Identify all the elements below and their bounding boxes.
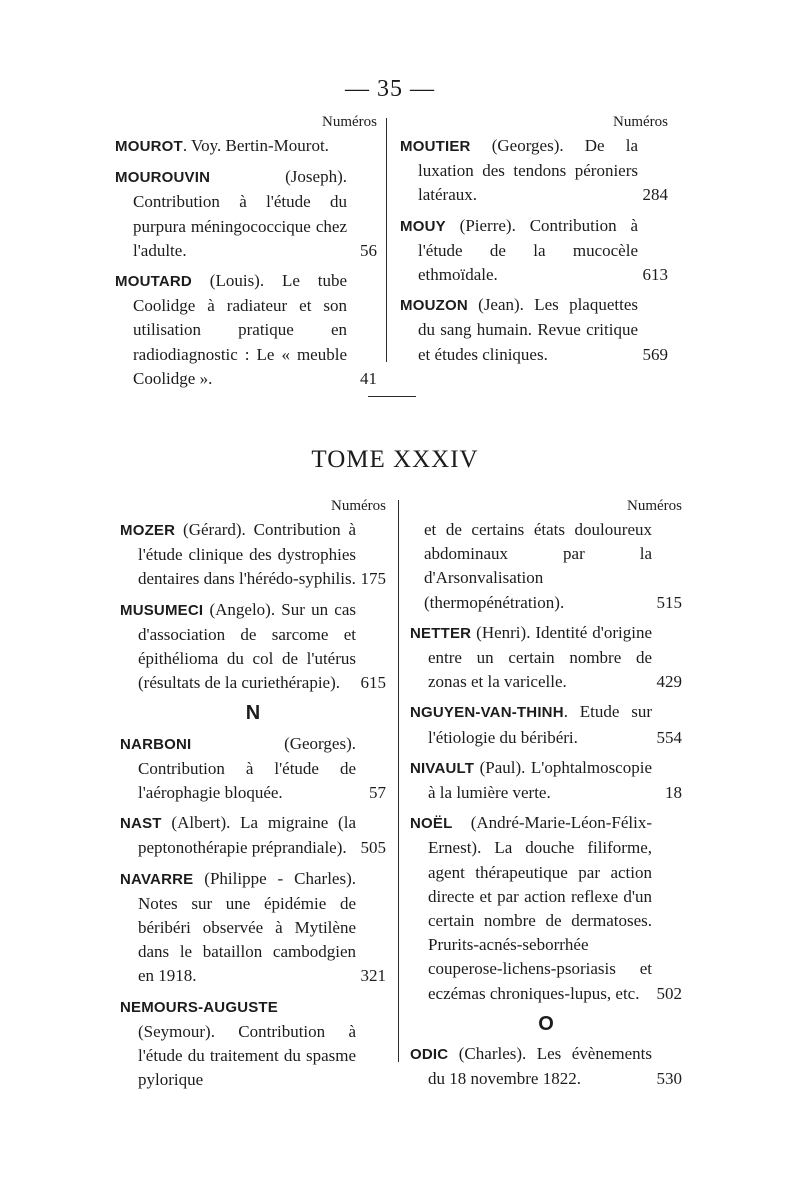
index-entry xyxy=(120,732,386,806)
entry-text: (Albert). La migraine (la peptonothérapie préprandiale). xyxy=(138,813,356,858)
bottom-left-column xyxy=(120,496,386,1098)
index-entry xyxy=(410,811,682,1006)
page-number: — 35 — xyxy=(345,76,435,102)
entry-number: 18 xyxy=(665,783,682,803)
author-name: NARBONI xyxy=(120,735,192,753)
entry-text: et de certains états douloureux abdominaux par la d'Arsonvalisation (thermopénétration). xyxy=(424,520,652,612)
index-entry xyxy=(400,293,668,367)
entry-text: (Henri). Identité d'origine entre un certain nombre de zonas et la varicelle. xyxy=(428,622,652,692)
author-name: NGUYEN-VAN-THINH xyxy=(410,704,564,722)
index-entry xyxy=(120,867,386,989)
entry-text: (Jean). Les plaquettes du sang humain. Revue critique et études cliniques. xyxy=(418,295,638,364)
bottom-right-column xyxy=(410,496,682,1097)
entry-text: (Georges). Contribution à l'étude de l'aérophagie bloquée. xyxy=(138,733,356,803)
entry-text: (Angelo). Sur un cas d'association de sarcome et épithélioma du col de l'utérus (résultats de la curiethérapie). xyxy=(138,599,356,693)
entry-list xyxy=(410,621,682,1006)
author-name: MOUTARD xyxy=(115,273,192,291)
column-heading: Numéros xyxy=(322,114,377,130)
index-entry xyxy=(410,621,682,695)
entry-list xyxy=(115,134,377,391)
entry-text: (Gérard). Contribution à l'étude clinique des dystrophies dentaires dans l'hérédo-syphilis. xyxy=(138,520,356,589)
author-name: NIVAULT xyxy=(410,759,475,777)
entry-text: . Etude sur l'étiologie du béribéri. xyxy=(428,702,652,747)
entry-number: 41 xyxy=(360,368,377,388)
entry-number: 569 xyxy=(642,344,668,364)
author-name: MOUTIER xyxy=(400,138,471,155)
entry-number: 284 xyxy=(642,185,668,205)
letter-heading-o: O xyxy=(538,1012,554,1035)
index-entry xyxy=(115,165,377,263)
column-heading: Numéros xyxy=(627,498,682,514)
index-entry xyxy=(115,134,377,159)
author-name: NOËL xyxy=(410,815,453,833)
entry-number: 56 xyxy=(360,240,377,260)
entry-number: 175 xyxy=(360,569,386,589)
author-name: NEMOURS-AUGUSTE xyxy=(120,998,279,1016)
index-entry xyxy=(115,269,377,391)
entry-number: 530 xyxy=(656,1069,682,1089)
author-name: NETTER xyxy=(410,624,472,642)
entry-list xyxy=(120,518,386,695)
author-name: MOZER xyxy=(120,522,176,539)
author-name: MOUY xyxy=(400,217,446,235)
entry-number: 502 xyxy=(656,983,682,1003)
column-divider xyxy=(386,118,387,362)
index-entry xyxy=(400,134,668,208)
entry-list xyxy=(410,1042,682,1091)
entry-text: . Voy. Bertin-Mourot. xyxy=(182,136,329,155)
index-entry xyxy=(400,214,668,288)
continued-entry xyxy=(410,518,682,615)
index-entry xyxy=(120,598,386,696)
index-entry xyxy=(410,1042,682,1091)
author-name: NAST xyxy=(120,815,162,833)
entry-text: (Pierre). Contribution à l'étude de la mucocèle ethmoïdale. xyxy=(418,215,638,285)
entry-text: (Georges). De la luxation des tendons péroniers latéraux. xyxy=(418,136,638,205)
index-entry xyxy=(120,811,386,860)
tome-title: TOME XXXIV xyxy=(311,446,479,473)
entry-number: 57 xyxy=(369,783,386,803)
entry-number: 505 xyxy=(360,838,386,858)
entry-list xyxy=(120,732,386,1093)
column-heading: Numéros xyxy=(613,114,668,130)
entry-text: (Charles). Les évènements du 18 novembre 1822. xyxy=(428,1044,652,1089)
index-entry xyxy=(410,700,682,749)
entry-text: (Louis). Le tube Coolidge à radiateur et son utilisation pratique en radiodiagnostic : Le « meuble Coolidge ». xyxy=(133,271,347,388)
author-name: ODIC xyxy=(410,1046,449,1064)
author-name: MOUZON xyxy=(400,297,468,315)
column-heading: Numéros xyxy=(331,498,386,514)
top-left-column xyxy=(115,112,377,397)
index-entry xyxy=(120,518,386,592)
author-name: MOUROT xyxy=(115,138,183,155)
entry-number: 613 xyxy=(642,265,668,285)
top-right-column xyxy=(400,112,668,373)
author-name: NAVARRE xyxy=(120,870,194,888)
entry-text: (Philippe - Charles). Notes sur une épidémie de béribéri observée à Mytilène dans le bataillon cambodgien en 1918. xyxy=(138,868,356,986)
column-divider xyxy=(398,500,399,1062)
letter-heading-n: N xyxy=(245,702,261,725)
entry-text: (André-Marie-Léon-Félix-Ernest). La douche filiforme, agent thérapeutique par action directe et par action reflexe d'un certain nombre de dermatoses. Prurits-acnés-seborrhée couperose-lichens-psoriasis et eczémas chroniques-lupus, etc. xyxy=(428,813,652,1003)
author-name: MUSUMECI xyxy=(120,601,204,619)
entry-number: 321 xyxy=(360,966,386,986)
index-entry xyxy=(410,756,682,805)
entry-number: 554 xyxy=(656,727,682,747)
entry-list xyxy=(400,134,668,367)
entry-text: (Seymour). Contribution à l'étude du traitement du spasme pylorique xyxy=(138,1021,356,1090)
entry-number: 429 xyxy=(656,672,682,692)
section-divider xyxy=(368,396,416,397)
entry-number: 615 xyxy=(360,673,386,693)
author-name: MOUROUVIN xyxy=(115,169,211,187)
entry-text: (Joseph). Contribution à l'étude du purpura méningococcique chez l'adulte. xyxy=(133,167,347,260)
entry-number: 515 xyxy=(656,592,682,612)
entry-text: (Paul). L'ophtalmoscopie à la lumière verte. xyxy=(428,757,652,803)
index-entry xyxy=(120,995,386,1093)
